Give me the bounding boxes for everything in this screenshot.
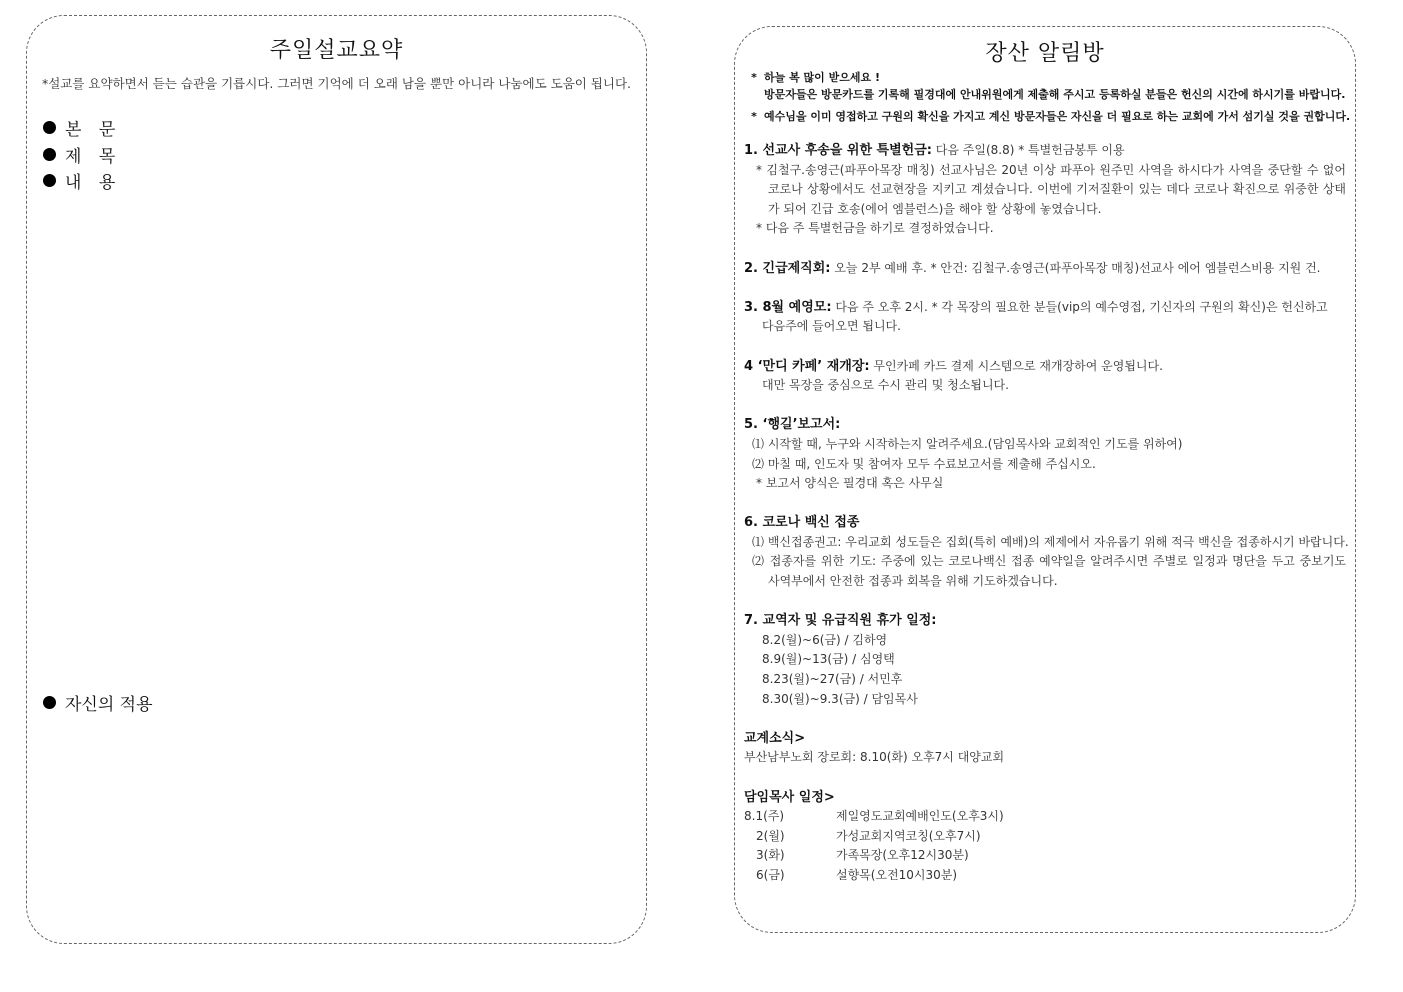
schedule-row: 2(월) 가성교회지역코칭(오후7시) [756,828,981,843]
bullet-label: 제 목 [65,147,122,167]
bullet-dot-icon [43,696,56,709]
section-vaccine: 6. 코로나 백신 접종 ⑴ 백신접종권고: 우리교회 성도들은 집회(특히 예배)의 제제에서 자유롭기 위해 적극 백신을 접종하시기 바랍니다. ⑵ 접종자를 위한 기도: 주중에 있는 코로나백신 접종 예약일을 알려주시면 주별로 일정과 명단을 두고 중보기도 사역부에서 안전한 접종과 회복을 위해 기도하겠습니다. [744,515,1349,589]
bullet-content [43,168,121,193]
schedule-row: 3(화) 가족목장(오후12시30분) [756,848,969,863]
section-presbytery-news: 교계소식> 부산남부노회 장로회: 8.10(화) 오후7시 대양교회 [744,730,1005,765]
sermon-summary-subtitle: *설교를 요약하면서 듣는 습관을 기릅시다. 그러면 기억에 더 오래 남을 뿐만 아니라 나눔에도 도움이 됩니다. [41,76,632,91]
section-report: 5. ‘행길’보고서: ⑴ 시작할 때, 누구와 시작하는지 알려주세요.(담임목사와 교회적인 기도를 위하여) ⑵ 마칠 때, 인도자 및 참여자 모두 수료보고서를 제출해 주십시오. * 보고서 양식은 필경대 혹은 사무실 [744,417,1183,491]
section-emergency-meeting: 2. 긴급제직회: 오늘 2부 예배 후. * 안건: 김철구.송영근(파푸아목장 매칭)선교사 에어 엠블런스비용 지원 건. [744,260,1321,276]
schedule-row: 8.1(주) 제일영도교회예배인도(오후3시) [744,809,1004,824]
bullet-dot-icon [43,121,56,134]
sermon-summary-panel [26,15,647,944]
bullet-label: 자신의 적용 [65,695,153,715]
announcements-title: 장산 알림방 [985,41,1105,66]
bullet-label: 내 용 [65,173,122,193]
section-cafe-reopening: 4 ‘만디 카페’ 재개장: 무인카페 카드 결제 시스템으로 재개장하여 운영됩니다. 대만 목장을 중심으로 수시 관리 및 청소됩니다. [744,358,1163,393]
section-august-meeting: 3. 8월 예영모: 다음 주 오후 2시. * 각 목장의 필요한 분들(vip의 예수영접, 기신자의 구원의 확신)은 헌신하고 다음주에 들어오면 됩니다. [744,299,1328,334]
bullet-title [43,142,121,167]
sermon-summary-title: 주일설교요약 [269,38,404,63]
section-special-offering: 1. 선교사 후송을 위한 특별헌금: 다음 주일(8.8) * 특별헌금봉투 이용 * 김철구.송영근(파푸아목장 매칭) 선교사님은 20년 이상 파푸아 원주민 사역을 하시다가 사역을 중단할 수 없어 코로나 상황에서도 선교현장을 지키고 계셨습니다. 이번에 기저질환이 있는 데다 코로나 확진으로 위중한 상태 가 되어 긴급 호송(에어 엠블런스)을 해야 할 상황에 놓였습니다. * 다음 주 특별헌금을 하기로 결정하였습니다. [744,143,1346,236]
bullet-application [43,690,153,715]
announcements-panel [734,26,1356,933]
visitor-notice: * 하늘 복 많이 받으세요 ! 방문자들은 방문카드를 기록해 필경대에 안내위원에게 제출해 주시고 등록하실 분들은 헌신의 시간에 하시기를 바랍니다. * 예수님을 이미 영접하고 구원의 확신을 가지고 계신 방문자들은 자신을 더 필요로 하는 교회에 가서 섬기실 것을 권합니다. [751,71,1351,123]
section-pastor-schedule: 담임목사 일정> 8.1(주) 제일영도교회예배인도(오후3시) 2(월) 가성교회지역코칭(오후7시) 3(화) 가족목장(오후12시30분) 6(금) 설향목(오전10시30분) [744,788,1346,886]
bullet-dot-icon [43,174,56,187]
bullet-dot-icon [43,148,56,161]
schedule-row: 6(금) 설향목(오전10시30분) [756,867,958,882]
section-vacation: 7. 교역자 및 유급직원 휴가 일정: 8.2(월)~6(금) / 김하영 8.9(월)~13(금) / 심영택 8.23(월)~27(금) / 서민후 8.30(월)~9.3(금) / 담임목사 [744,613,937,706]
announcements-content [744,69,1351,886]
bullet-scripture [43,115,121,140]
bullet-label: 본 문 [65,120,122,140]
